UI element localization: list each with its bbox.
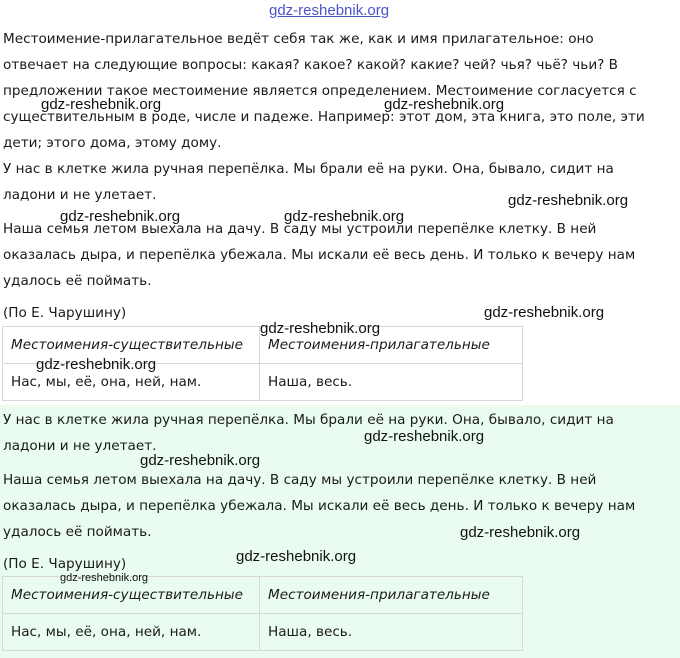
exercise-line: Наша семья летом выехала на дачу. В саду мы устроили перепёлке клетку. В ней: [3, 221, 597, 237]
watermark: gdz-reshebnik.org: [60, 572, 149, 584]
watermark: gdz-reshebnik.org: [236, 548, 357, 565]
watermark: gdz-reshebnik.org: [36, 356, 157, 373]
rule-line: предложении такое местоимение является определением. Местоимение согласуется с: [3, 83, 637, 99]
table-cell: Нас, мы, её, она, ней, нам.: [3, 614, 260, 651]
table-header: Местоимения-существительные: [3, 327, 260, 364]
watermark: gdz-reshebnik.org: [364, 428, 485, 445]
watermark: gdz-reshebnik.org: [508, 192, 629, 209]
exercise-line: оказалась дыра, и перепёлка убежала. Мы искали её весь день. И только к вечеру нам: [3, 247, 636, 263]
table-row: [3, 614, 523, 651]
answer-line: оказалась дыра, и перепёлка убежала. Мы искали её весь день. И только к вечеру нам: [3, 498, 636, 514]
answer-table: [2, 576, 523, 651]
table-cell: Наша, весь.: [260, 614, 523, 651]
exercise-line: удалось её поймать.: [3, 273, 152, 289]
rule-line: существительным в роде, числе и падеже. Например: этот дом, эта книга, это поле, эти: [3, 109, 645, 125]
answer-author: (По Е. Чарушину): [3, 556, 127, 572]
watermark: gdz-reshebnik.org: [41, 96, 162, 113]
rule-line: дети; этого дома, этому дому.: [3, 135, 222, 151]
table-header: Местоимения-существительные: [3, 577, 260, 614]
watermark: gdz-reshebnik.org: [384, 96, 505, 113]
watermark: gdz-reshebnik.org: [460, 524, 581, 541]
exercise-author: (По Е. Чарушину): [3, 305, 127, 321]
answer-line: У нас в клетке жила ручная перепёлка. Мы брали её на руки. Она, бывало, сидит на: [3, 412, 614, 428]
watermark: gdz-reshebnik.org: [140, 452, 261, 469]
watermark: gdz-reshebnik.org: [60, 208, 181, 225]
watermark-link[interactable]: gdz-reshebnik.org: [269, 2, 390, 19]
watermark: gdz-reshebnik.org: [260, 320, 381, 337]
table-header: Местоимения-прилагательные: [260, 577, 523, 614]
watermark: gdz-reshebnik.org: [284, 208, 405, 225]
rule-line: Местоимение-прилагательное ведёт себя так же, как и имя прилагательное: оно: [3, 31, 594, 47]
table-header: Местоимения-прилагательные: [260, 327, 523, 364]
watermark: gdz-reshebnik.org: [484, 304, 605, 321]
exercise-line: ладони и не улетает.: [3, 187, 157, 203]
table-cell: Нас, мы, её, она, ней, нам.: [3, 364, 260, 401]
exercise-line: У нас в клетке жила ручная перепёлка. Мы брали её на руки. Она, бывало, сидит на: [3, 161, 614, 177]
answer-line: ладони и не улетает.: [3, 438, 157, 454]
answer-line: удалось её поймать.: [3, 524, 152, 540]
table-cell: Наша, весь.: [260, 364, 523, 401]
answer-line: Наша семья летом выехала на дачу. В саду мы устроили перепёлке клетку. В ней: [3, 472, 597, 488]
rule-line: отвечает на следующие вопросы: какая? какое? какой? какие? чей? чья? чьё? чьи? В: [3, 57, 619, 73]
